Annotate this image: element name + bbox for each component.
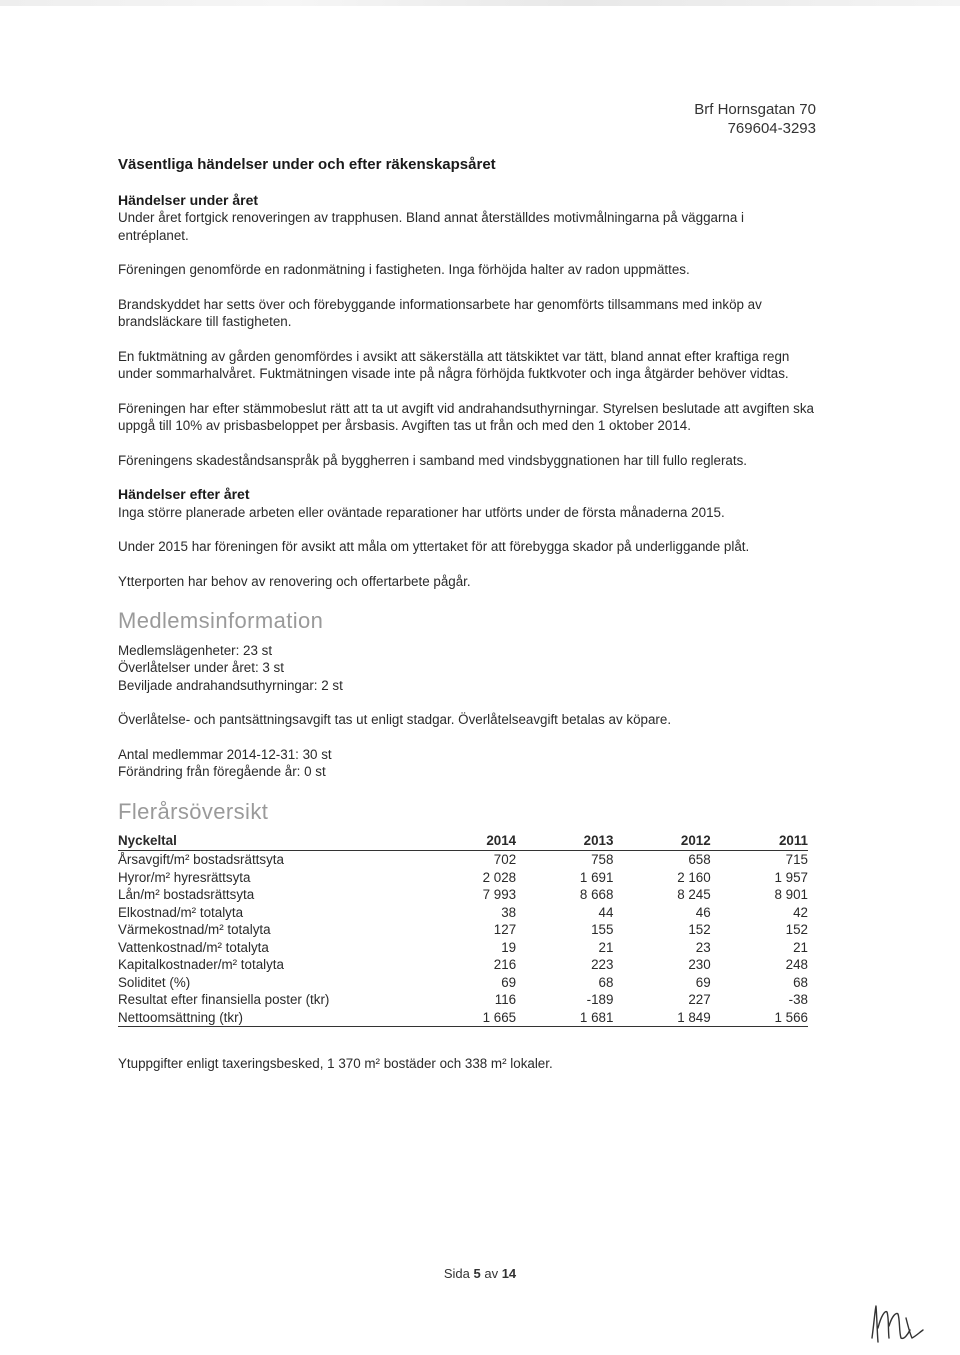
row-value: 227 bbox=[688, 992, 711, 1007]
members-title: Medlemsinformation bbox=[118, 608, 324, 633]
during-paragraph: Under året fortgick renoveringen av trapphusen. Bland annat återställdes motivmålningarna på väggarna i entréplanet. bbox=[118, 210, 745, 243]
row-value: 1 957 bbox=[774, 869, 808, 885]
overview-footnote: Ytuppgifter enligt taxeringsbesked, 1 370 m² bostäder och 338 m² lokaler. bbox=[118, 1056, 553, 1071]
row-value: 1 665 bbox=[419, 1009, 516, 1027]
during-paragraph: En fuktmätning av gården genomfördes i avsikt att säkerställa att tätskiktet var tätt, bland annat efter kraftiga regn under sommarhalvåret. Fuktmätningen visade inte på några förhöjda fuktkvoter och inga åtgärder behöver vidtas. bbox=[118, 348, 790, 381]
table-row bbox=[118, 869, 808, 887]
row-value: 46 bbox=[695, 904, 711, 920]
table-row bbox=[118, 851, 808, 869]
row-label: Soliditet (%) bbox=[118, 974, 191, 990]
table-row bbox=[118, 956, 808, 974]
table-row bbox=[118, 991, 808, 1009]
page-total: 14 bbox=[501, 1266, 517, 1281]
row-value: 2 160 bbox=[677, 869, 711, 885]
page-header bbox=[694, 100, 816, 138]
row-value: 230 bbox=[688, 957, 711, 972]
row-value: 715 bbox=[785, 852, 808, 867]
row-label: Kapitalkostnader/m² totalyta bbox=[118, 957, 284, 972]
row-value: 658 bbox=[688, 852, 711, 867]
column-header: 2012 bbox=[613, 832, 710, 851]
row-label: Lån/m² bostadsrättsyta bbox=[118, 887, 255, 902]
after-heading: Händelser efter året bbox=[118, 486, 250, 502]
row-value: 127 bbox=[493, 922, 517, 937]
row-label: Elkostnad/m² totalyta bbox=[118, 904, 244, 920]
row-value: 69 bbox=[501, 974, 517, 990]
during-paragraph: Föreningen genomförde en radonmätning i fastigheten. Inga förhöjda halter av radon uppmättes. bbox=[118, 262, 690, 277]
table-row bbox=[118, 1009, 808, 1027]
row-value: 8 901 bbox=[774, 887, 808, 902]
row-value: 21 bbox=[793, 939, 808, 955]
row-label: Värmekostnad/m² totalyta bbox=[118, 922, 271, 937]
row-label: Årsavgift/m² bostadsrättsyta bbox=[118, 852, 284, 867]
table-header-row bbox=[118, 832, 808, 851]
row-label: Hyror/m² hyresrättsyta bbox=[118, 869, 251, 885]
page-sep: av bbox=[484, 1266, 499, 1281]
row-value: 69 bbox=[695, 974, 711, 990]
row-value: 248 bbox=[785, 957, 808, 972]
column-header: 2011 bbox=[711, 832, 808, 851]
page-footer bbox=[0, 1266, 960, 1281]
signature-initials bbox=[868, 1298, 928, 1348]
members-line: Beviljade andrahandsuthyrningar: 2 st bbox=[118, 677, 343, 693]
row-value: 702 bbox=[493, 852, 517, 867]
events-title: Väsentliga händelser under och efter räkenskapsåret bbox=[118, 156, 496, 173]
during-paragraph: Föreningens skadeståndsanspråk på byggherren i samband med vindsbyggnationen har till fullo reglerats. bbox=[118, 452, 747, 468]
row-value: 8 245 bbox=[677, 887, 711, 902]
table-body bbox=[118, 851, 808, 1027]
during-heading: Händelser under året bbox=[118, 191, 259, 208]
column-header: 2014 bbox=[419, 832, 516, 851]
member-count-line: Förändring från föregående år: 0 st bbox=[118, 764, 326, 779]
row-value: 42 bbox=[793, 904, 808, 920]
row-value: 216 bbox=[493, 957, 517, 972]
row-value: 23 bbox=[695, 939, 711, 955]
row-label: Vattenkostnad/m² totalyta bbox=[118, 939, 269, 955]
row-value: 38 bbox=[501, 904, 517, 920]
row-value: 7 993 bbox=[482, 887, 517, 902]
org-number: 769604-3293 bbox=[727, 120, 816, 137]
row-value: 68 bbox=[598, 974, 614, 990]
row-value: 152 bbox=[688, 922, 711, 937]
members-line: Medlemslägenheter: 23 st bbox=[118, 642, 273, 658]
row-label: Nettoomsättning (tkr) bbox=[118, 1009, 419, 1027]
row-value: 223 bbox=[591, 957, 614, 972]
row-value: 155 bbox=[591, 922, 614, 937]
fees-note: Överlåtelse- och pantsättningsavgift tas ut enligt stadgar. Överlåtelseavgift betalas av köpare. bbox=[118, 712, 672, 727]
table-row bbox=[118, 904, 808, 922]
row-value: 1 849 bbox=[613, 1009, 710, 1027]
members-line: Överlåtelser under året: 3 st bbox=[118, 660, 284, 675]
org-name: Brf Hornsgatan 70 bbox=[694, 101, 816, 118]
row-value: 19 bbox=[501, 939, 517, 955]
row-value: 8 668 bbox=[579, 887, 614, 902]
row-value: 44 bbox=[598, 904, 614, 920]
during-paragraph: Föreningen har efter stämmobeslut rätt att ta ut avgift vid andrahandsuthyrningar. Styrelsen beslutade att avgiften ska uppgå till 10% av prisbasbeloppet per årsbasis. Avgiften tas ut från och med den 1 oktober 2014. bbox=[118, 400, 814, 433]
column-header: 2013 bbox=[516, 832, 613, 851]
after-paragraph: Under 2015 har föreningen för avsikt att måla om yttertaket för att förebygga skador på underliggande plåt. bbox=[118, 539, 750, 554]
page-prefix: Sida bbox=[443, 1266, 470, 1281]
row-value: 2 028 bbox=[482, 869, 517, 885]
after-paragraph: Ytterporten har behov av renovering och offertarbete pågår. bbox=[118, 573, 471, 589]
page-number: 5 bbox=[473, 1266, 481, 1281]
overview-title: Flerårsöversikt bbox=[118, 798, 269, 824]
row-value: -38 bbox=[788, 992, 808, 1007]
table-row bbox=[118, 974, 808, 992]
table-row bbox=[118, 921, 808, 939]
member-count-line: Antal medlemmar 2014-12-31: 30 st bbox=[118, 746, 332, 762]
row-value: 21 bbox=[598, 939, 614, 955]
row-value: 758 bbox=[591, 852, 614, 867]
row-value: 152 bbox=[785, 922, 808, 937]
row-value: -189 bbox=[586, 992, 614, 1007]
row-label: Resultat efter finansiella poster (tkr) bbox=[118, 992, 330, 1007]
row-value: 1 691 bbox=[579, 869, 614, 885]
row-value: 1 566 bbox=[711, 1009, 808, 1027]
table-row bbox=[118, 939, 808, 957]
table-row bbox=[118, 886, 808, 904]
row-value: 1 681 bbox=[516, 1009, 613, 1027]
during-paragraph: Brandskyddet har setts över och förebyggande informationsarbete har genomförts tillsammans med inköp av brandsläckare till fastigheten. bbox=[118, 296, 762, 329]
after-paragraph: Inga större planerade arbeten eller oväntade reparationer har utförts under de första månaderna 2015. bbox=[118, 504, 725, 520]
row-value: 68 bbox=[793, 974, 808, 990]
scan-edge bbox=[0, 0, 960, 6]
row-value: 116 bbox=[494, 992, 517, 1007]
column-header: Nyckeltal bbox=[118, 832, 419, 851]
page-content bbox=[118, 156, 818, 1090]
overview-table bbox=[118, 832, 808, 1027]
